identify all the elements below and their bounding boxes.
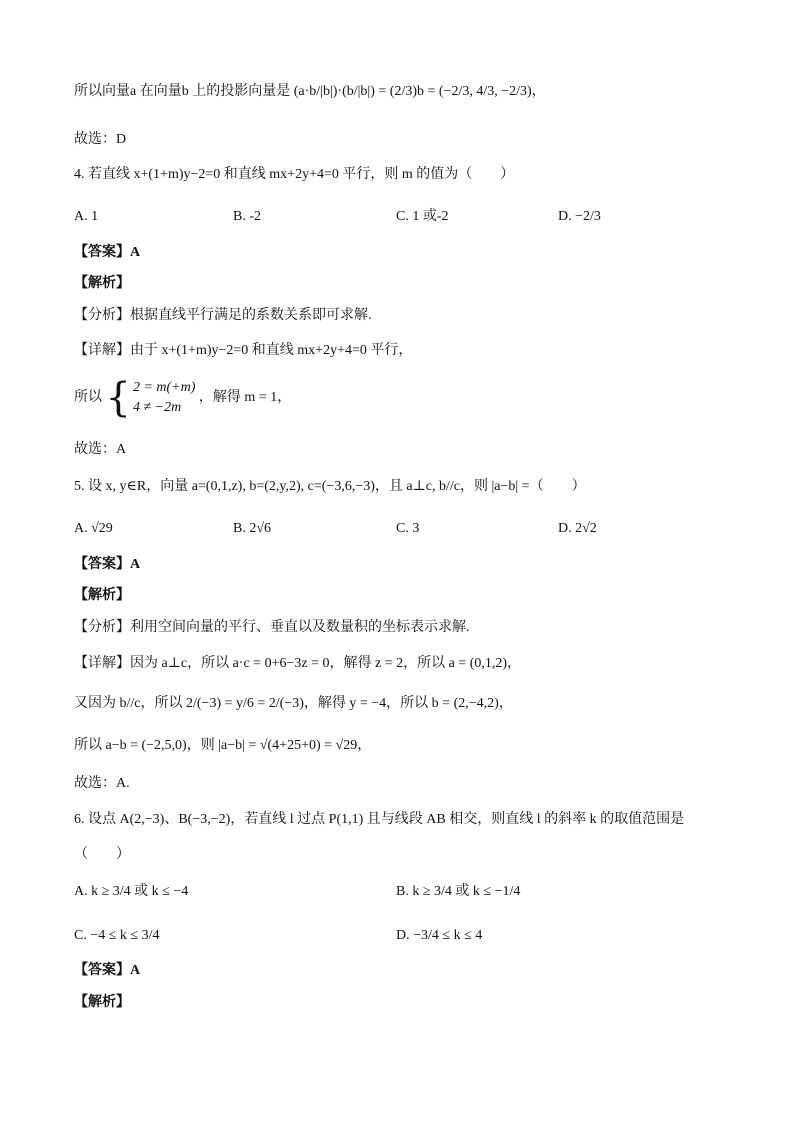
q4-option-b: B. -2 [233, 209, 261, 224]
q6-option-b: B. k ≥ 3/4 或 k ≤ −1/4 [396, 884, 521, 899]
q4-option-c: C. 1 或-2 [396, 209, 449, 224]
q5-jiexi-heading: 【解析】 [74, 588, 130, 603]
q5-detail-line-1: 【详解】因为 a⊥c，所以 a·c = 0+6−3z = 0，解得 z = 2，所以 a = (0,1,2)， [74, 656, 522, 671]
q5-conclusion: 故选：A. [74, 776, 130, 791]
q5-detail-line-3: 所以 a−b = (−2,5,0)，则 |a−b| = √(4+25+0) = √29， [74, 738, 372, 753]
q5-detail-line-2: 又因为 b//c，所以 2/(−3) = y/6 = 2/(−3)，解得 y = −4，所以 b = (2,−4,2)， [74, 696, 513, 711]
q4-equation-system [105, 375, 196, 421]
q6-paren: （ ） [74, 847, 130, 862]
q6-option-a: A. k ≥ 3/4 或 k ≤ −4 [74, 884, 189, 899]
q3-answer-choice: 故选：D [74, 132, 127, 147]
q6-answer: 【答案】A [74, 963, 141, 978]
q5-option-c: C. 3 [396, 521, 420, 536]
q4-system-line-2: 4 ≠ −2m [132, 400, 182, 415]
q4-analysis: 【分析】根据直线平行满足的系数关系即可求解. [74, 308, 372, 323]
q4-stem: 4. 若直线 x+(1+m)y−2=0 和直线 mx+2y+4=0 平行，则 m 的值为（ ） [74, 167, 515, 182]
q4-system [74, 375, 292, 421]
q4-system-suffix: ，解得 m = 1， [198, 390, 292, 406]
q4-jiexi-heading: 【解析】 [74, 276, 130, 291]
q4-option-a: A. 1 [74, 209, 99, 224]
q4-detail: 【详解】由于 x+(1+m)y−2=0 和直线 mx+2y+4=0 平行， [74, 343, 413, 358]
q5-option-d: D. 2√2 [558, 521, 597, 536]
q6-stem: 6. 设点 A(2,−3)、B(−3,−2)，若直线 l 过点 P(1,1) 且与线段 AB 相交，则直线 l 的斜率 k 的取值范围是 [74, 812, 685, 827]
q4-conclusion: 故选：A [74, 442, 127, 457]
q4-answer: 【答案】A [74, 245, 141, 260]
left-brace-icon: { [105, 375, 131, 421]
q3-projection-line: 所以向量a 在向量b 上的投影向量是 (a·b/|b|)·(b/|b|) = (2/3)b = (−2/3, 4/3, −2/3)， [74, 84, 546, 99]
q4-option-d: D. −2/3 [558, 209, 601, 224]
q5-option-b: B. 2√6 [233, 521, 272, 536]
q5-stem: 5. 设 x, y∈R，向量 a=(0,1,z), b=(2,y,2), c=(−3,6,−3)，且 a⊥c, b//c，则 |a−b| =（ ） [74, 479, 586, 494]
q6-jiexi-heading: 【解析】 [74, 995, 130, 1010]
q5-answer: 【答案】A [74, 557, 141, 572]
q6-option-d: D. −3/4 ≤ k ≤ 4 [396, 928, 483, 943]
q4-system-prefix: 所以 [74, 390, 102, 406]
q4-system-line-1: 2 = m(+m) [132, 380, 196, 395]
q6-option-c: C. −4 ≤ k ≤ 3/4 [74, 928, 160, 943]
q5-option-a: A. √29 [74, 521, 113, 536]
q5-analysis: 【分析】利用空间向量的平行、垂直以及数量积的坐标表示求解. [74, 620, 470, 635]
